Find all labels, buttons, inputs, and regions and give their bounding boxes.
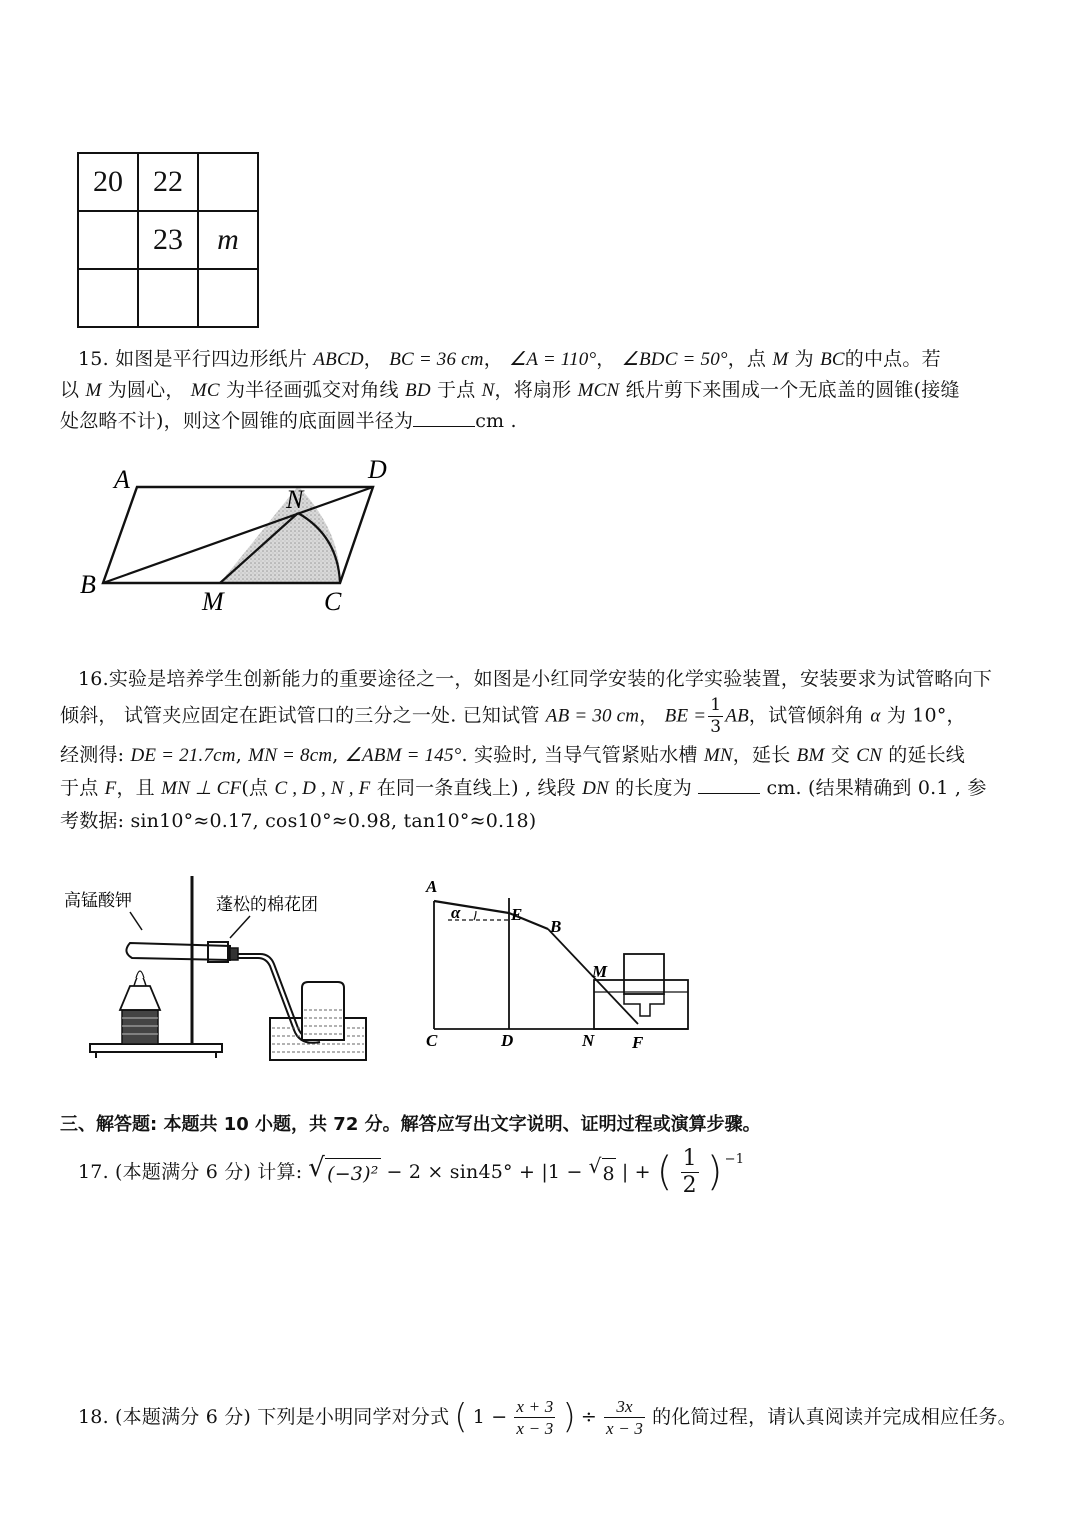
q16-number: 16. [78,668,109,690]
flame-icon [136,971,144,978]
q16-cn: CN [856,745,882,766]
parallelogram-figure [70,450,410,620]
q16-alpha: α [870,705,881,727]
q16-be: BE = [664,705,707,727]
q15-unit: cm . [475,410,517,432]
frac-den: x − 3 [606,1419,644,1438]
q15-text: 纸片剪下来围成一个无底盖的圆锥(接缝 [625,379,960,401]
q16-text: 在同一条直线上) , 线段 [376,777,576,799]
grid-row [78,211,258,269]
q16-f: F [104,778,117,799]
q18-one-minus: 1 − [472,1406,508,1428]
question-15-line2 [60,375,1020,406]
grid-cell-m: m [198,211,258,269]
lamp-body [122,1010,158,1044]
q16-mn2: MN [703,745,733,766]
radical-icon: √ [308,1153,326,1183]
q15-angle-bdc: ∠BDC = 50° [621,349,728,370]
sqrt-inner: (−3)² [325,1158,380,1190]
q15-mcn: MCN [577,380,620,401]
q16-text: 于点 [60,777,99,799]
q16-text: ，延长 [732,744,791,766]
label-m: M [202,587,224,616]
answer-blank[interactable] [698,775,760,794]
label-a: A [426,877,438,896]
q15-text: 为 [794,348,814,370]
label-e: E [511,905,523,924]
label-c: C [324,587,342,616]
q16-text: (点 [241,777,269,799]
label-cotton: 蓬松的棉花团 [216,895,318,915]
label-d: D [368,455,387,484]
grid-cell [198,153,258,211]
label-n: N [286,485,304,514]
q16-text: cm. (结果精确到 0.1 , 参 [766,777,987,799]
label-c: C [426,1031,438,1050]
answer-blank[interactable] [413,408,475,427]
lab-apparatus-figure [60,868,390,1068]
q16-dn: DN [582,778,609,799]
q15-mc: MC [190,380,220,401]
grid-row [78,153,258,211]
label-potassium-permanganate: 高锰酸钾 [64,891,132,911]
q15-text: ，将扇形 [494,379,572,401]
frac-num: 1 [682,1146,697,1171]
q16-ab: AB [725,705,749,727]
frac-den: 2 [682,1173,697,1198]
q18-div: ÷ [580,1406,598,1428]
paren-right: ) [562,1397,576,1437]
question-15: 15. 如图是平行四边形纸片 ABCD， BC = 36 cm， ∠A = 110°， ∠BDC = 50°，点 M 为 BC的中点。若 [78,348,941,370]
q16-text: . 实验时, 当导气管紧贴水槽 [461,744,698,766]
q16-text: 经测得: [60,744,125,766]
q18-suffix: 的化简过程，请认真阅读并完成相应任务。 [652,1406,1017,1428]
stand-base [90,1044,222,1052]
grid-cell [78,269,138,327]
q15-bc-eq: BC = 36 cm [389,349,484,370]
grid-cell [78,211,138,269]
fraction-1 [514,1398,555,1437]
question-15-line3 [60,406,1020,437]
radical-icon: √ [588,1153,602,1178]
label-alpha: α [451,903,461,922]
frac-den: x − 3 [516,1419,554,1438]
label-b: B [80,570,96,599]
collection-bottle [302,982,344,1040]
label-a: A [114,465,130,494]
q15-number: 15. [78,348,109,370]
q15-text: 处忽略不计)，则这个圆锥的底面圆半径为 [60,410,414,432]
question-16-line4 [60,773,1050,804]
q15-m: M [772,349,789,370]
test-tube [126,943,230,960]
q16-text: 实验是培养学生创新能力的重要途径之一，如图是小红同学安装的化学实验装置，安装要求为试管略向下 [108,668,993,690]
q16-text: 倾斜， 试管夹应固定在距试管口的三分之一处. 已知试管 [60,704,540,727]
question-16-line3: 经测得: DE = 21.7cm, MN = 8cm, ∠ABM = 145°. 实验时, 当导气管紧贴水槽 MN，延长 BM 交 CN 的延长线 [60,744,966,766]
q16-text: ，试管倾斜角 [748,704,865,727]
q16-text: 的延长线 [888,744,966,766]
q16-mn: MN = 8cm [248,745,333,766]
q16-ab-eq: AB = 30 cm [545,705,640,727]
q16-text: 考数据: sin10°≈0.17, cos10°≈0.98, tan10°≈0.18) [60,810,537,832]
q17-exponent: −1 [724,1152,745,1167]
segment-ae [434,901,509,913]
sqrt8-expression [588,1153,616,1190]
label-b: B [550,917,562,936]
q15-abcd: ABCD [313,349,364,370]
label-f: F [632,1033,644,1052]
q15-text: 为半径画弧交对角线 [225,379,399,401]
grid-cell: 20 [78,153,138,211]
q17-part3: | + [621,1161,651,1183]
section-heading: 三、解答题: 本题共 10 小题，共 72 分。解答应写出文字说明、证明过程或演算步骤。 [60,1114,761,1135]
question-18 [78,1398,1038,1437]
paren-right: ) [706,1149,723,1195]
fraction-one-half [681,1148,699,1197]
paren-left: ( [454,1397,468,1437]
number-grid [77,152,259,328]
q18-prefix: 18. (本题满分 6 分) 下列是小明同学对分式 [78,1406,450,1428]
q15-bd: BD [405,380,431,401]
sqrt-expression [308,1155,380,1190]
q16-points: C , D , N , F [274,778,371,799]
q15-text: 如图是平行四边形纸片 [115,348,308,370]
q15-bc: BC [820,349,845,370]
q16-text: 为 10°， [886,704,966,727]
q15-text: 为圆心， [107,379,185,401]
paren-left: ( [656,1149,673,1195]
bottle-outline [624,954,664,994]
label-m: M [592,962,608,981]
tube-geometry-diagram [418,868,698,1060]
q15-text: 于点 [437,379,476,401]
frac-num: x + 3 [516,1397,554,1416]
q15-text: 的中点。若 [844,348,941,370]
grid-cell: 23 [138,211,198,269]
label-n: N [582,1031,595,1050]
grid-cell: 22 [138,153,198,211]
sqrt8-inner: 8 [602,1158,616,1190]
q15-m: M [85,380,102,401]
q17-prefix: 17. (本题满分 6 分) 计算: [78,1161,303,1183]
q15-n: N [481,380,495,401]
q16-text: ，且 [116,777,155,799]
q16-perp: MN ⊥ CF [161,778,242,799]
question-17 [78,1148,778,1197]
grid-row [78,269,258,327]
q16-abm: ∠ABM = 145° [344,745,462,766]
trough-outline [594,980,688,1029]
q15-text: 以 [60,379,80,401]
q17-part2: − 2 × sin45° + |1 − [386,1161,583,1183]
grid-cell [198,269,258,327]
question-16-line5 [60,806,1020,837]
question-16-line2: 倾斜， 试管夹应固定在距试管口的三分之一处. 已知试管 AB = 30 cm， BE = $\frac{1}{3}$ AB，试管倾斜角 α 为 10°， [60,695,966,737]
frac-num: 1 [710,695,722,715]
q15-angle-a: ∠A = 110° [509,349,597,370]
label-d: D [501,1031,514,1050]
fraction-2 [604,1398,645,1437]
q16-bm: BM [796,745,825,766]
fraction-one-third [708,697,723,736]
q16-text: 的长度为 [615,777,692,799]
frac-num: 3x [604,1398,645,1418]
question-16 [78,664,1038,695]
q16-de: DE = 21.7cm [130,745,236,766]
q16-text: 交 [830,744,850,766]
grid-cell [138,269,198,327]
q15-text: ，点 [727,348,767,370]
stopper [230,948,238,960]
frac-den: 3 [710,717,722,737]
